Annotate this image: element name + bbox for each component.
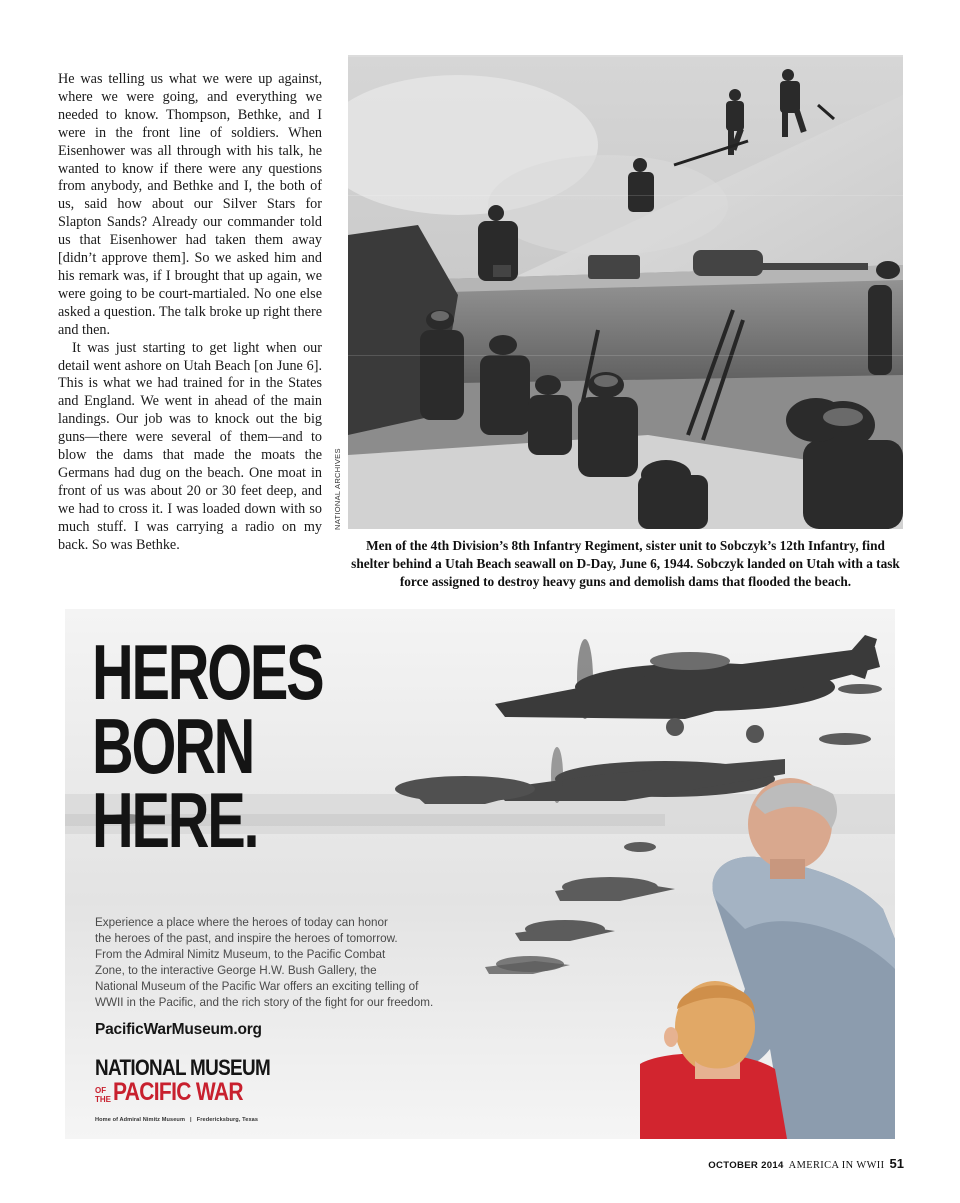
ad-body-line: Experience a place where the heroes of today can honor — [95, 915, 388, 929]
ad-headline-line: BORN — [92, 702, 254, 790]
article-text-column — [58, 71, 322, 554]
logo-the: THE — [95, 1094, 111, 1104]
photo-credit: NATIONAL ARCHIVES — [333, 448, 342, 530]
article-paragraph: He was telling us what we were up against, where we were going, and everything we needed to know. Thompson, Bethke, and I were in the front line of soldiers. When Eisenhower was all through with his talk, he wanted to know if there were any questions from anybody, and Bethke and I, the both of us, said how about our Silver Stars for Slapton Sands? Already our commander told us that Eisenhower had taken them away [didn’t approve them]. So we asked him and his remark was, if I brought that up again, we were going to be court-martialed. No one else asked a question. The talk broke up right there and then. — [58, 71, 322, 338]
issue-date: OCTOBER 2014 — [708, 1160, 784, 1171]
logo-tagline — [95, 1117, 258, 1123]
ad-body-line: WWII in the Pacific, and the rich story of the fight for our freedom. — [95, 994, 434, 1009]
ad-body-line: From the Admiral Nimitz Museum, to the Pacific Combat — [95, 946, 386, 961]
logo-line-national-museum: NATIONAL MUSEUM — [95, 1055, 271, 1080]
logo-tagline-right: Fredericksburg, Texas — [196, 1117, 259, 1123]
ad-body-line: the heroes of the past, and inspire the heroes of tomorrow. — [95, 930, 398, 945]
logo-of-the — [95, 1087, 111, 1104]
logo-tagline-left: Home of Admiral Nimitz Museum — [95, 1117, 186, 1123]
ad-headline-line: HERE. — [92, 776, 258, 864]
ad-body-copy — [95, 915, 456, 1010]
page-footer — [708, 1156, 904, 1171]
magazine-name: AMERICA IN WWII — [788, 1160, 885, 1171]
logo-of: OF — [95, 1086, 107, 1095]
ad-headline-line: HEROES — [92, 628, 323, 716]
ad-body-line: National Museum of the Pacific War offers an exciting telling of — [95, 978, 419, 993]
utah-beach-photo — [348, 55, 903, 529]
logo-line-pacific-war: PACIFIC WAR — [113, 1078, 243, 1106]
museum-website-link[interactable]: PacificWarMuseum.org — [95, 1021, 262, 1038]
ad-headline — [92, 628, 323, 864]
ad-body-line: Zone, to the interactive George H.W. Bush Gallery, the — [95, 962, 377, 977]
page-number: 51 — [889, 1156, 904, 1171]
photo-caption: Men of the 4th Division’s 8th Infantry Regiment, sister unit to Sobczyk’s 12th Infantry, find shelter behind a Utah Beach seawall on D-Day, June 6, 1944. Sobczyk landed on Utah with a task force assigned to destroy heavy guns and demolish dams that flooded the beach. — [351, 538, 900, 589]
museum-logo — [95, 1057, 299, 1104]
logo-tagline-separator: | — [190, 1117, 192, 1123]
logo-line-pacific-war-row — [95, 1080, 299, 1104]
article-paragraph: It was just starting to get light when our detail went ashore on Utah Beach [on June 6]. This is what we had trained for in the States and England. We went in ahead of the main landings. Our job was to knock out the big guns—there were several of them—and to blow the dams that made the moats the Germans had dug on the beach. One moat in front of us was about 20 or 30 feet deep, and we had to cross it. I was loaded down with so much stuff. I was carrying a radio on my back. So was Bethke. — [58, 339, 322, 553]
museum-advertisement — [65, 609, 895, 1139]
